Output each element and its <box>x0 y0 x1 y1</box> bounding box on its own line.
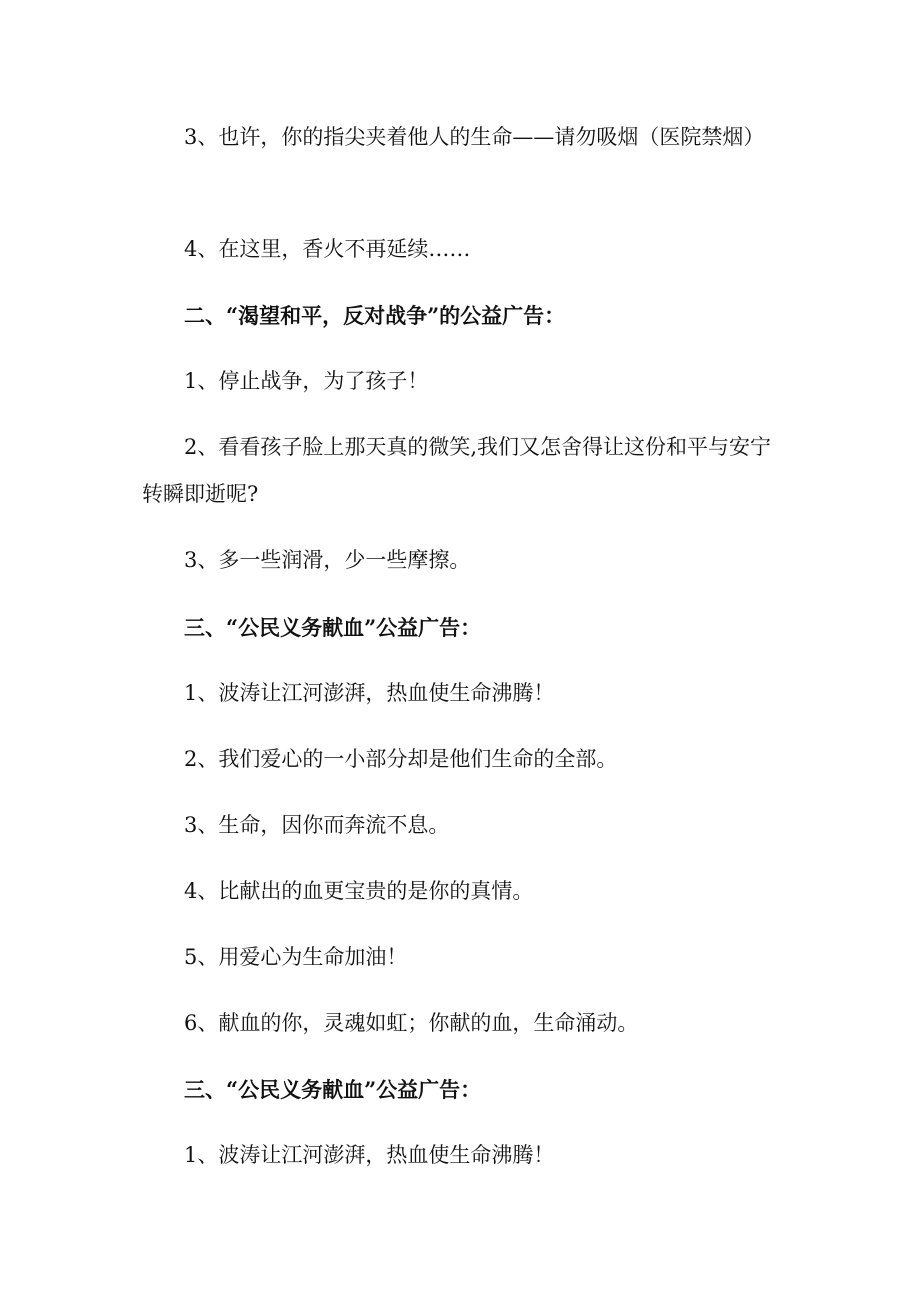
paragraph-blood-3: 3、生命，因你而奔流不息。 <box>184 813 450 837</box>
paragraph-peace-3: 3、多一些润滑，少一些摩擦。 <box>184 548 471 572</box>
paragraph-blood-1: 1、波涛让江河澎湃，热血使生命沸腾！ <box>184 681 555 705</box>
paragraph-blood-2: 2、我们爱心的一小部分却是他们生命的全部。 <box>184 747 618 771</box>
paragraph-peace-1: 1、停止战争，为了孩子！ <box>184 369 429 393</box>
paragraph-peace-2: 2、看看孩子脸上那天真的微笑,我们又怎舍得让这份和平与安宁转瞬即逝呢? <box>142 435 772 506</box>
section-heading-peace: 二、“渴望和平，反对战争”的公益广告： <box>184 303 566 328</box>
section-heading-blood-donation: 三、“公民义务献血”公益广告： <box>184 615 482 640</box>
section-heading-blood-donation-repeat: 三、“公民义务献血”公益广告： <box>184 1077 482 1102</box>
paragraph-blood-1-repeat: 1、波涛让江河澎湃，热血使生命沸腾！ <box>184 1143 555 1167</box>
paragraph-no-smoking-3: 3、也许，你的指尖夹着他人的生命——请勿吸烟（医院禁烟） <box>184 125 765 149</box>
paragraph-no-smoking-4: 4、在这里，香火不再延续…… <box>184 237 471 261</box>
paragraph-blood-5: 5、用爱心为生命加油！ <box>184 945 408 969</box>
paragraph-blood-6: 6、献血的你，灵魂如虹；你献的血，生命涌动。 <box>184 1011 639 1035</box>
paragraph-blood-4: 4、比献出的血更宝贵的是你的真情。 <box>184 879 534 903</box>
